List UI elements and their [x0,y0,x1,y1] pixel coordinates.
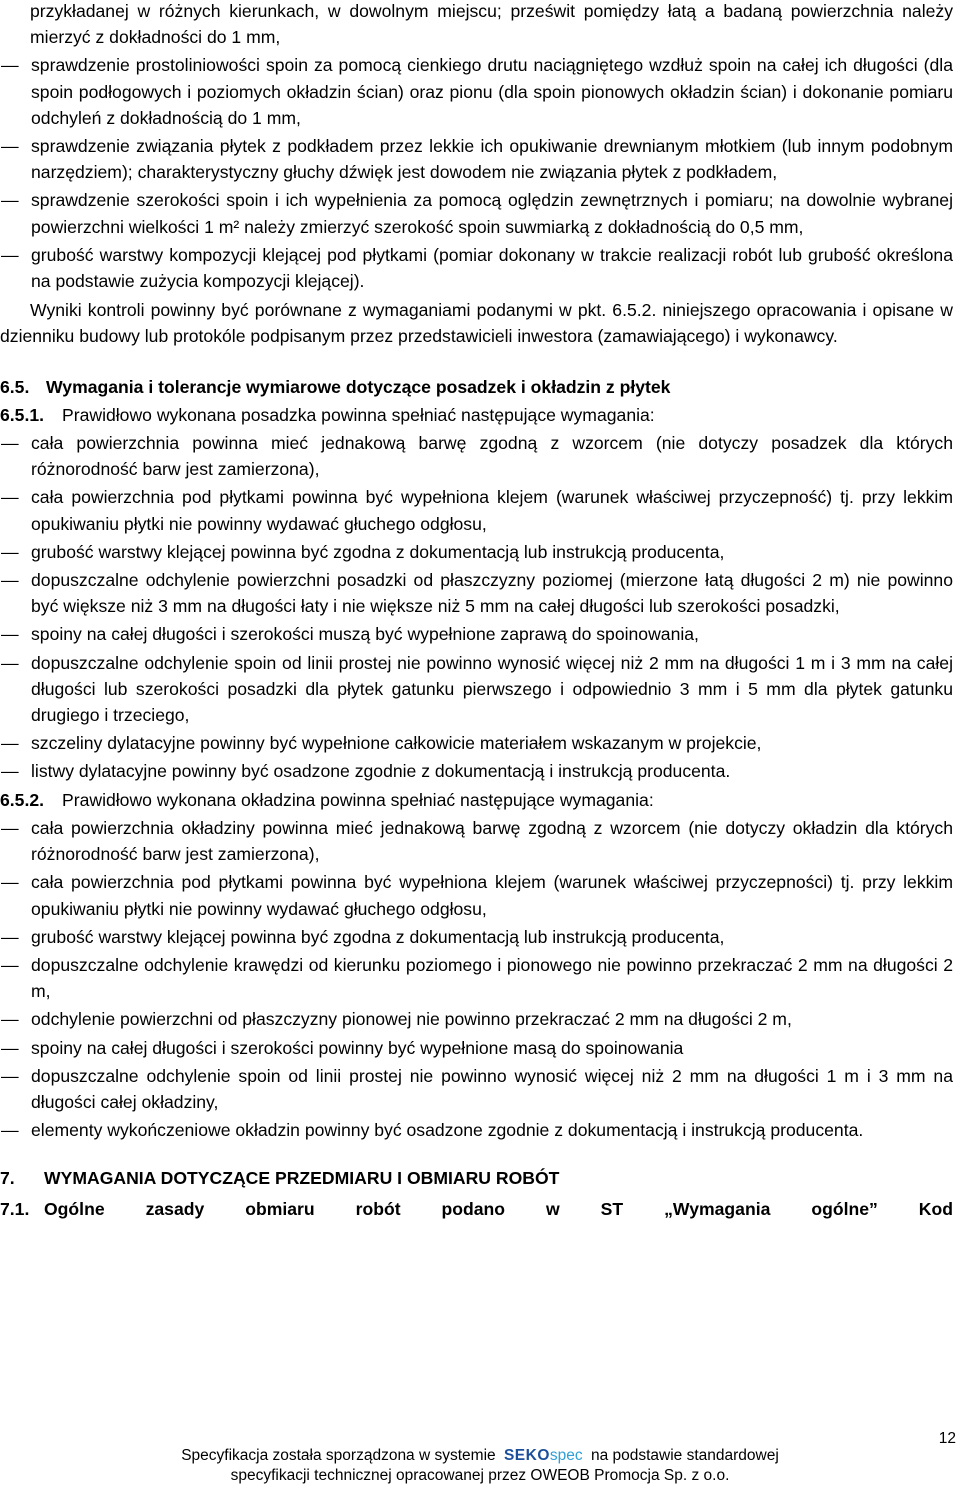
subsection-6-5-1 [0,402,953,428]
subsection-6-5-2 [0,787,953,813]
dash-bullet-icon: — [1,1120,19,1141]
list-item [0,924,953,950]
subsection-text: Prawidłowo wykonana okładzina powinna spełniać następujące wymagania: [62,789,654,810]
list-item [0,621,953,647]
list-item [0,1117,953,1143]
list-item-text: dopuszczalne odchylenie spoin od linii prostej nie powinno wynosić więcej niż 2 mm na długości 1 m i 3 mm na długości całej okładziny, [31,1065,953,1112]
dash-bullet-icon: — [1,1037,19,1058]
dash-bullet-icon: — [1,487,19,508]
dash-bullet-icon: — [1,433,19,454]
section-title: Wymagania i tolerancje wymiarowe dotyczące posadzek i okładzin z płytek [46,376,671,397]
cladding-requirements-list [0,815,953,1143]
section-heading-7-1 [0,1196,953,1222]
list-item-text: grubość warstwy kompozycji klejącej pod płytkami (pomiar dokonany w trakcie realizacji robót lub grubość określona na podstawie zużycia kompozycji klejącej). [31,244,953,292]
sekospec-logo [504,1447,583,1464]
continuation-paragraph: przykładanej w różnych kierunkach, w dowolnym miejscu; prześwit pomiędzy łatą a badaną powierzchnia należy mierzyć z dokładności do 1 mm, [30,1,953,48]
footer-line-1 [0,1446,960,1466]
list-item-text: grubość warstwy klejącej powinna być zgodna z dokumentacją lub instrukcją producenta, [31,541,725,562]
list-item [0,1006,953,1032]
list-item [0,952,953,1004]
dash-bullet-icon: — [1,926,19,947]
section-text: Ogólne zasady obmiaru robót podano w ST „Wymagania ogólne” Kod [44,1198,953,1219]
list-item-text: elementy wykończeniowe okładzin powinny być osadzone zgodnie z dokumentacją i instrukcją producenta. [31,1120,864,1141]
list-item [0,1063,953,1115]
list-item-text: dopuszczalne odchylenie spoin od linii prostej nie powinno wynosić więcej niż 2 mm na długości 1 m i 3 mm na całej długości lub szerokości posadzki dla płytek gatunku pierwszego i odpowiednio 3 mm i 5 mm dla płytek gatunku drugiego i trzeciego, [31,652,953,726]
page-number: 12 [938,1430,956,1447]
list-item [0,539,953,565]
dash-bullet-icon: — [1,733,19,754]
dash-bullet-icon: — [1,244,19,265]
list-item-text: cała powierzchnia pod płytkami powinna być wypełniona klejem (warunek właściwej przyczepności) tj. przy lekkim opukiwaniu płytki nie powinny wydawać głuchego odgłosu, [31,872,953,919]
results-paragraph: Wyniki kontroli powinny być porównane z wymaganiami podanymi w pkt. 6.5.2. niniejszego opracowania i opisane w dzienniku budowy lub protokóle podpisanym przez przedstawicieli inwestora (zamawiającego) i wykonawcy. [0,300,953,347]
section-number: 6.5. [0,376,30,397]
dash-bullet-icon: — [1,817,19,838]
list-item-text: cała powierzchnia powinna mieć jednakową barwę zgodną z wzorcem (nie dotyczy posadzek dla których różnorodność barw jest zamierzona), [31,433,953,480]
list-item-text: listwy dylatacyjne powinny być osadzone zgodnie z dokumentacją i instrukcją producenta. [31,761,731,782]
list-item [0,869,953,921]
list-item-text: spoiny na całej długości i szerokości powinny być wypełnione masą do spoinowania [31,1037,684,1058]
list-item [0,1035,953,1061]
section-number: 7. [0,1168,15,1189]
dash-bullet-icon: — [1,1009,19,1030]
section-heading-7 [0,1165,953,1191]
dash-bullet-icon: — [1,541,19,562]
dash-bullet-icon: — [1,570,19,591]
list-item [0,815,953,867]
dash-bullet-icon: — [1,55,19,76]
list-item-text: dopuszczalne odchylenie krawędzi od kierunku poziomego i pionowego nie powinno przekraczać 2 mm na długości 2 m, [31,954,953,1002]
section-number: 7.1. [0,1198,30,1219]
logo-part-seko: SEKO [503,1447,550,1464]
list-item-text: sprawdzenie związania płytek z podkładem przez lekkie ich opukiwanie drewnianym młotkiem (lub innym podobnym narzędziem); charakterystyczny głuchy dźwięk jest dowodem nie związania płytek z podkładem, [31,136,953,183]
subsection-number: 6.5.1. [0,404,45,425]
list-item [0,650,953,729]
list-item-text: dopuszczalne odchylenie powierzchni posadzki od płaszczyzny poziomej (mierzone łatą długości 2 m) nie powinno być większe niż 3 mm na długości łaty i nie większe niż 5 mm na całej długości lub szerokości posadzki, [31,570,953,617]
list-item-text: szczeliny dylatacyjne powinny być wypełnione całkowicie materiałem wskazanym w projekcie, [31,733,762,754]
list-item [0,242,953,294]
list-item [0,187,953,239]
dash-bullet-icon: — [1,652,19,673]
list-item-text: spoiny na całej długości i szerokości muszą być wypełnione zaprawą do spoinowania, [31,624,699,645]
list-item [0,484,953,536]
list-item [0,133,953,185]
dash-bullet-icon: — [1,954,19,975]
dash-bullet-icon: — [1,136,19,157]
list-item-text: odchylenie powierzchni od płaszczyzny pionowej nie powinno przekraczać 2 mm na długości 2 m, [31,1009,792,1030]
list-item [0,567,953,619]
dash-bullet-icon: — [1,624,19,645]
list-item-text: cała powierzchnia pod płytkami powinna być wypełniona klejem (warunek właściwej przyczepność) tj. przy lekkim opukiwaniu płytki nie powinny wydawać głuchego odgłosu, [31,487,953,534]
footer-text: Specyfikacja została sporządzona w systemie [181,1447,496,1464]
footer-line-2: specyfikacji technicznej opracowanej przez OWEOB Promocja Sp. z o.o. [230,1467,730,1484]
subsection-number: 6.5.2. [0,789,45,810]
list-item-text: sprawdzenie prostoliniowości spoin za pomocą cienkiego drutu naciągniętego wzdłuż spoin na całej ich długości (dla spoin podłogowych i poziomych okładzin ścian) oraz pionu (dla spoin pionowych okładzin ścian) i dokonanie pomiaru odchyleń z dokładnością do 1 mm, [31,55,953,128]
logo-part-spec: spec [549,1447,583,1464]
list-item [0,730,953,756]
list-item-text: sprawdzenie szerokości spoin i ich wypełnienia za pomocą oględzin zewnętrznych i pomiaru; na dowolnie wybranej powierzchni wielkości 1 m² należy zmierzyć szerokość spoin suwmiarką z dokładnością do 0,5 mm, [31,190,953,237]
dash-bullet-icon: — [1,761,19,782]
inspection-list [0,52,953,294]
page-footer [0,1446,960,1486]
dash-bullet-icon: — [1,1065,19,1086]
list-item-text: cała powierzchnia okładziny powinna mieć jednakową barwę zgodną z wzorcem (nie dotyczy okładzin dla których różnorodność barw jest zamierzona), [31,817,953,865]
floor-requirements-list [0,430,953,785]
footer-text: na podstawie standardowej [590,1447,779,1464]
list-item [0,52,953,131]
section-title: WYMAGANIA DOTYCZĄCE PRZEDMIARU I OBMIARU ROBÓT [44,1168,560,1189]
section-heading-6-5 [0,374,953,400]
list-item [0,430,953,482]
dash-bullet-icon: — [1,190,19,211]
list-item [0,758,953,784]
subsection-text: Prawidłowo wykonana posadzka powinna spełniać następujące wymagania: [62,404,655,425]
list-item-text: grubość warstwy klejącej powinna być zgodna z dokumentacją lub instrukcją producenta, [31,926,725,947]
dash-bullet-icon: — [1,872,19,893]
